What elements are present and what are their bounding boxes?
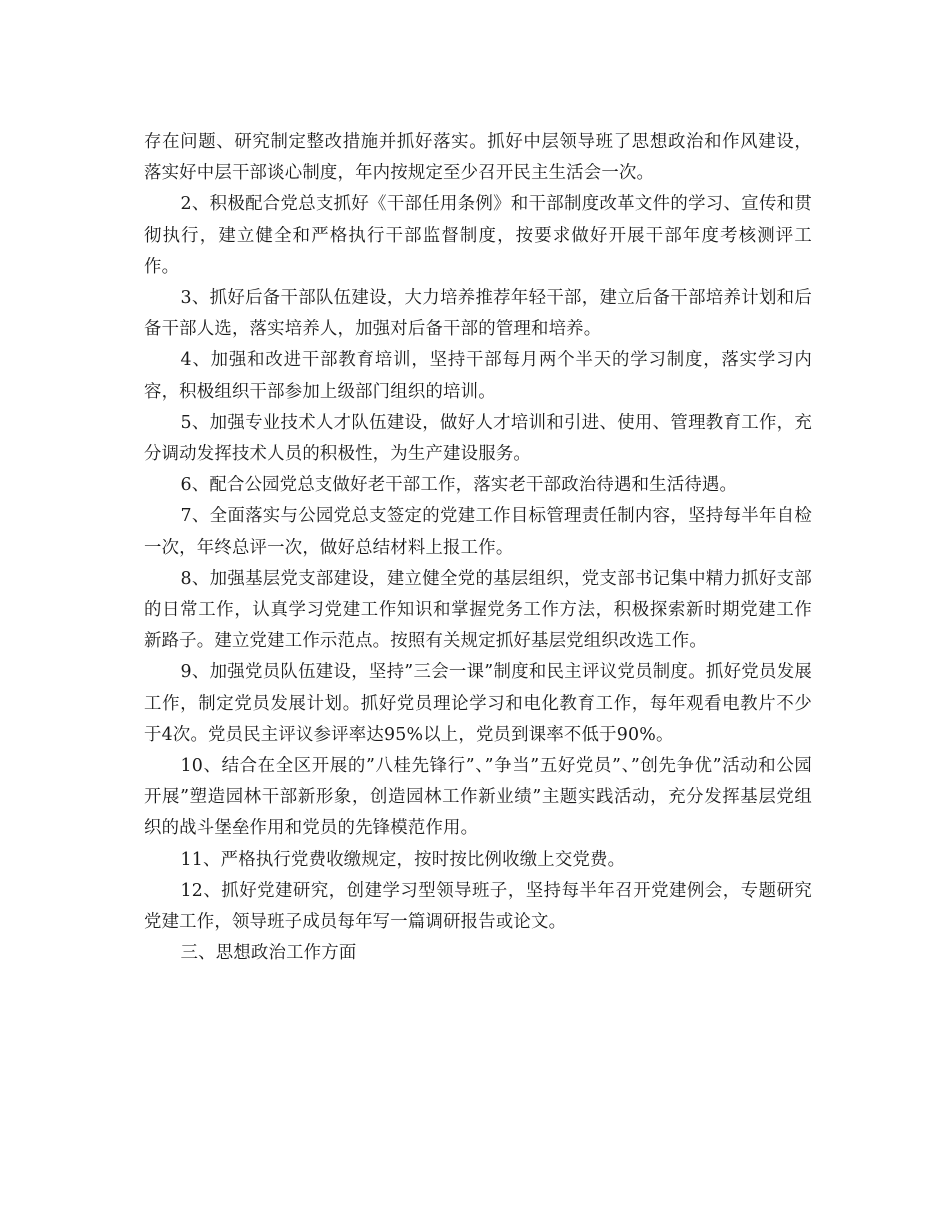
paragraph-item-11: 11、严格执行党费收缴规定，按时按比例收缴上交党费。 bbox=[180, 849, 626, 870]
paragraph-item-5: 5、加强专业技术人才队伍建设，做好人才培训和引进、使用、管理教育工作，充分调动发挥技术人员的积极性，为生产建设服务。 bbox=[144, 412, 812, 465]
paragraph-item-8: 8、加强基层党支部建设，建立健全党的基层组织，党支部书记集中精力抓好支部的日常工作，认真学习党建工作知识和掌握党务工作方法，积极探索新时期党建工作新路子。建立党建工作示范点。按照有关规定抓好基层党组织改选工作。 bbox=[144, 568, 812, 652]
paragraph-item-4: 4、加强和改进干部教育培训，坚持干部每月两个半天的学习制度，落实学习内容，积极组织干部参加上级部门组织的培训。 bbox=[144, 350, 812, 402]
paragraph-item-6: 6、配合公园党总支做好老干部工作，落实老干部政治待遇和生活待遇。 bbox=[180, 475, 738, 496]
paragraph-item-3: 3、抓好后备干部队伍建设，大力培养推荐年轻干部，建立后备干部培养计划和后备干部人选，落实培养人，加强对后备干部的管理和培养。 bbox=[144, 288, 812, 340]
paragraph-continuation: 存在问题、研究制定整改措施并抓好落实。抓好中层领导班了思想政治和作风建设，落实好中层干部谈心制度，年内按规定至少召开民主生活会一次。 bbox=[144, 132, 812, 184]
paragraph-item-9: 9、加强党员队伍建设，坚持”三会一课”制度和民主评议党员制度。抓好党员发展工作，制定党员发展计划。抓好党员理论学习和电化教育工作，每年观看电教片不少于4次。党员民主评议参评率达95%以上，党员到课率不低于90%。 bbox=[144, 662, 812, 745]
paragraph-item-12: 12、抓好党建研究，创建学习型领导班子，坚持每半年召开党建例会，专题研究党建工作，领导班子成员每年写一篇调研报告或论文。 bbox=[144, 880, 812, 933]
paragraph-item-7: 7、全面落实与公园党总支签定的党建工作目标管理责任制内容，坚持每半年自检一次，年终总评一次，做好总结材料上报工作。 bbox=[144, 506, 812, 558]
paragraph-item-10: 10、结合在全区开展的”八桂先锋行”、”争当”五好党员”、”创先争优”活动和公园开展”塑造园林干部新形象，创造园林工作新业绩”主题实践活动，充分发挥基层党组织的战斗堡垒作用和党员的先锋模范作用。 bbox=[144, 756, 812, 839]
document-body bbox=[144, 127, 812, 969]
paragraph-item-2: 2、积极配合党总支抓好《干部任用条例》和干部制度改革文件的学习、宣传和贯彻执行，建立健全和严格执行干部监督制度，按要求做好开展干部年度考核测评工作。 bbox=[144, 194, 812, 277]
section-heading: 三、思想政治工作方面 bbox=[180, 943, 357, 964]
